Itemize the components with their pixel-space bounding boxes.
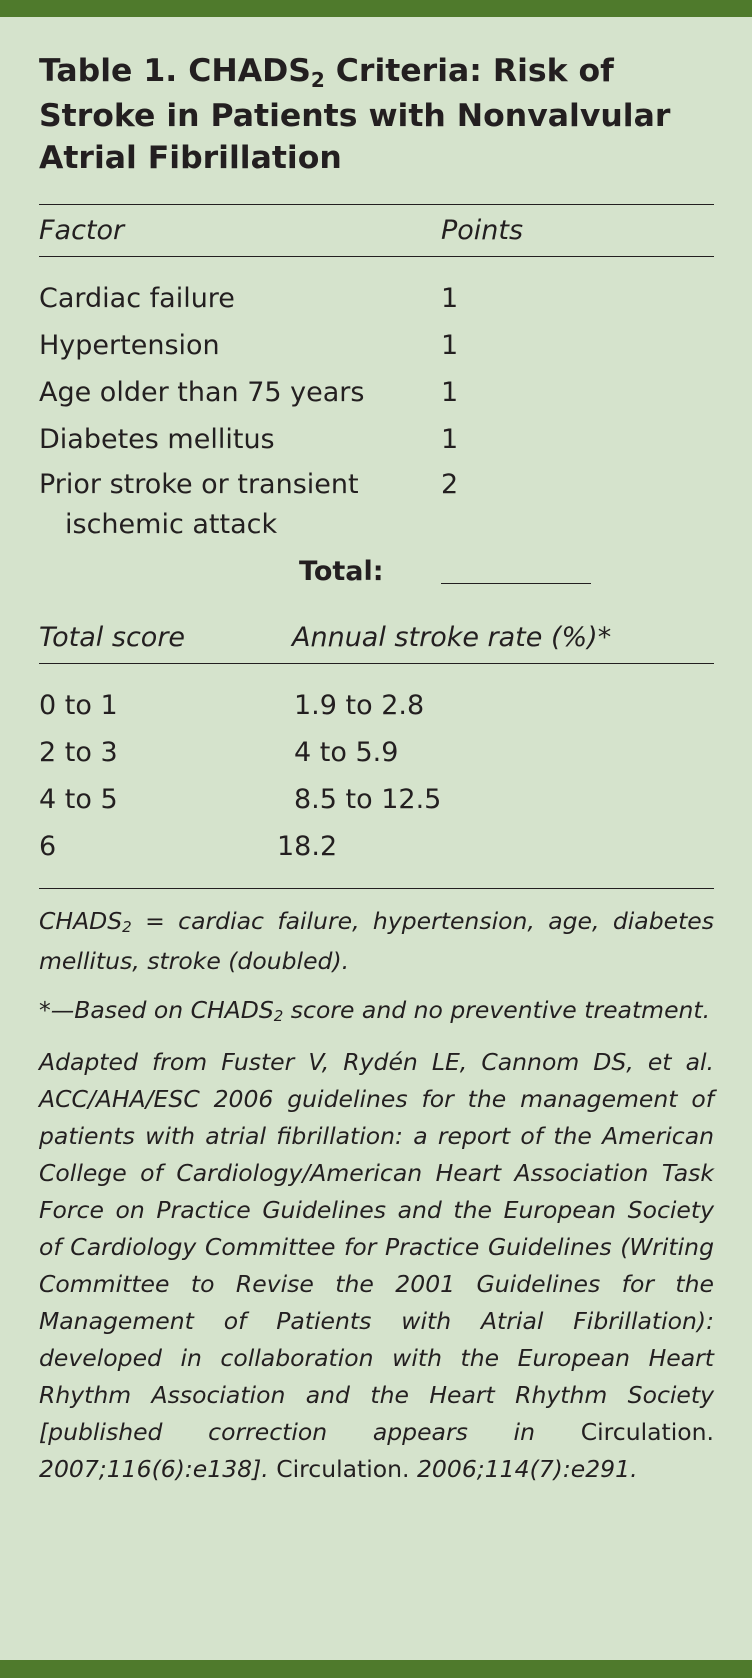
points-cell: 1 [441,283,459,314]
divider [39,888,714,889]
factor-cell: Hypertension [39,330,220,361]
divider [39,204,714,205]
score-cell: 2 to 3 [39,737,118,768]
factor-cell: Diabetes mellitus [39,424,275,455]
table-row [39,463,714,547]
top-accent-bar [0,0,752,17]
table-row [39,275,714,322]
score-cell: 6 [39,831,57,862]
points-cell: 1 [441,424,459,455]
total-blank-line [441,583,591,584]
score-header: Total score [39,622,186,653]
table-row [39,322,714,369]
rate-cell: 18.2 [277,831,338,862]
table-row [39,823,714,870]
points-cell: 2 [441,469,459,500]
table-row [39,729,714,776]
stroke-header-row [39,613,714,663]
table-row [39,682,714,729]
table-content [39,50,714,1488]
asterisk-footnote: *—Based on $CHADS_2$ score and no preventive treatment. [39,996,711,1025]
table-row [39,416,714,463]
table-row [39,776,714,823]
rate-cell: 4 to 5.9 [294,737,399,768]
rate-cell: 8.5 to 12.5 [294,784,442,815]
factor-cell: Age older than 75 years [39,377,365,408]
rate-header: Annual stroke rate (%)* [292,622,612,653]
table-title: Table 1. $CHADS_2$ Criteria: Risk of Stroke in Patients with Nonvalvular Atrial Fibrillation [39,53,671,176]
table-row [39,369,714,416]
source-citation: Adapted from Fuster V, Rydén LE, Cannom DS, et al. ACC/AHA/ESC 2006 guidelines for the management of patients with atrial fibrillation: a report of the American College of Cardiology/American Heart Association Task Force on Practice Guidelines and the European Society of Cardiology Committee for Practice Guidelines (Writing Committee to Revise the 2001 Guidelines for the Management of Patients with Atrial Fibrillation): developed in collaboration with the European Heart Rhythm Association and the Heart Rhythm Society [published correction appears in Circulation. 2007;116(6):e138]. Circulation. 2006;114(7):e291. [39,1048,714,1483]
score-cell: 4 to 5 [39,784,118,815]
total-label: Total: [299,556,384,587]
bottom-accent-bar [0,1660,752,1678]
total-row [39,547,714,597]
points-header: Points [441,215,524,246]
factor-header: Factor [39,215,125,246]
table-notes [39,903,714,1488]
factor-cell: Cardiac failure [39,283,235,314]
abbreviation-note: $CHADS_2$ = cardiac failure, hypertension, age, diabetes mellitus, stroke (doubled). [39,907,714,975]
points-cell: 1 [441,377,459,408]
rate-cell: 1.9 to 2.8 [294,690,425,721]
score-cell: 0 to 1 [39,690,118,721]
factors-header-row [39,206,714,256]
factor-cell-continued: ischemic attack [65,509,278,540]
factor-cell: Prior stroke or transient [39,469,359,500]
points-cell: 1 [441,330,459,361]
